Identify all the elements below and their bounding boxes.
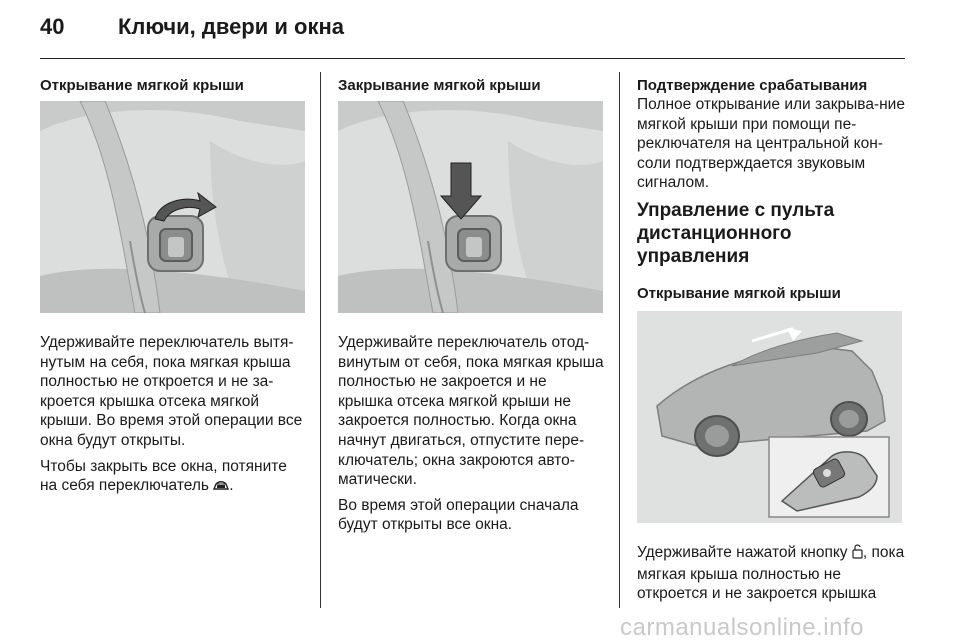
unlock-icon: [852, 543, 863, 565]
column-divider: [320, 72, 321, 608]
column-divider: [619, 72, 620, 608]
paragraph: [637, 543, 905, 604]
column-confirmation-remote: [637, 76, 905, 610]
console-switch-open-illustration: [40, 101, 305, 313]
section-heading: Открывание мягкой крыши: [40, 77, 244, 94]
console-switch-close-illustration: [338, 101, 603, 313]
paragraph-text: Удерживайте нажатой кнопку: [637, 543, 848, 561]
paragraph: Во время этой операции сначала будут открыты все окна.: [338, 496, 579, 534]
section-heading: Открывание мягкой крыши: [637, 284, 841, 302]
paragraph: Полное открывание или закрыва-ние мягкой крыши при помощи пе-реключателя на центральной кон-соли подтверждается звуковым сигналом.: [637, 96, 905, 192]
paragraph-text-end: , пока мягкая крыша полностью не откроется и не закроется крышка: [637, 543, 905, 603]
page-number: 40: [40, 14, 65, 39]
paragraph: Удерживайте переключатель вытя-нутым на себя, пока мягкая крыша полностью не откроется и не за-кроется крышка отсека мягкой крыши. Во время этой операции все окна будут открыты.: [40, 334, 303, 449]
watermark: carmanualsonline.info: [620, 614, 864, 641]
section-heading: Подтверждение срабатывания: [637, 77, 868, 94]
column-open-roof: [40, 76, 306, 504]
convertible-car-remote-key-illustration: [637, 311, 902, 523]
chapter-title: Ключи, двери и окна: [118, 14, 344, 39]
paragraph: Удерживайте переключатель отод-винутым от себя, пока мягкая крыша полностью не закроется и не крышка отсека мягкой крыши не закроется полностью. Когда окна начнут двигаться, отпустите пере-ключатель; окна закроются авто-матически.: [338, 334, 604, 489]
header-divider: [40, 58, 905, 59]
section-title: Управление с пульта дистанционного управления: [637, 199, 835, 267]
section-heading: Закрывание мягкой крыши: [338, 77, 541, 94]
roof-switch-icon: [213, 478, 229, 498]
paragraph-text: Чтобы закрыть все окна, потяните на себя переключатель: [40, 457, 287, 495]
paragraph: [40, 457, 306, 498]
paragraph-end: .: [229, 477, 234, 495]
column-close-roof: [338, 76, 604, 541]
